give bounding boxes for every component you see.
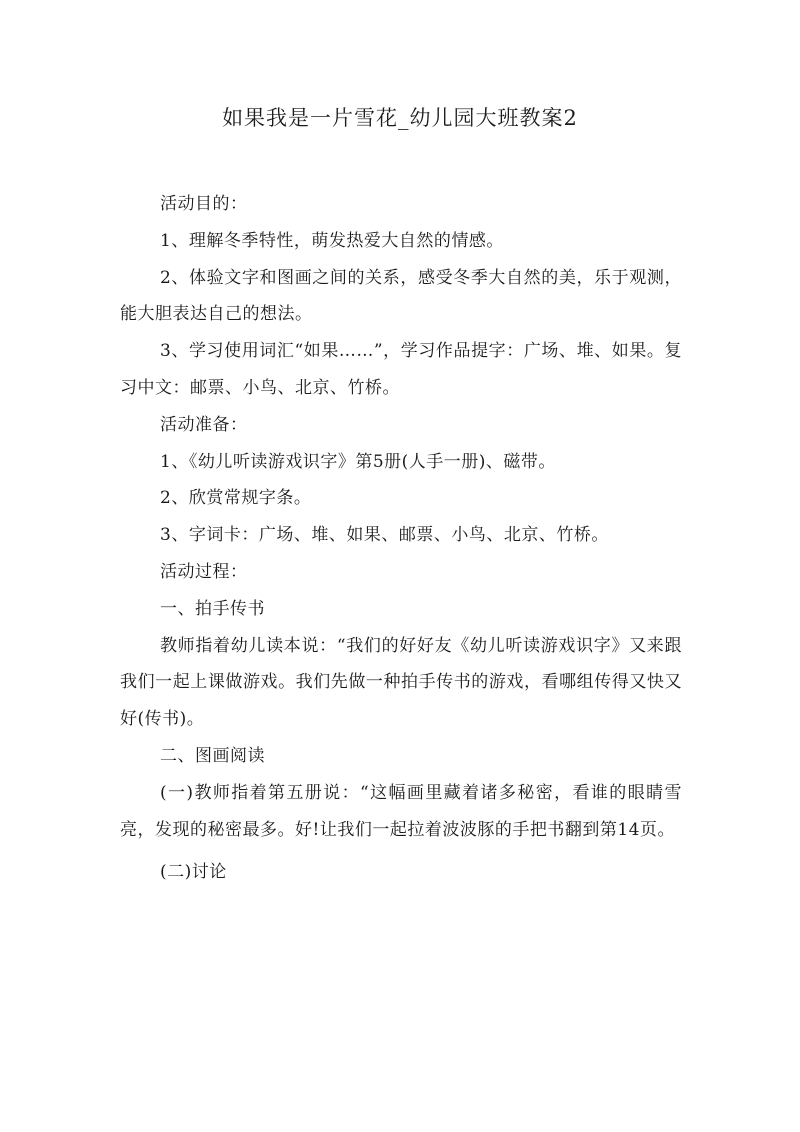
paragraph-section-2-part-2: (二)讨论 xyxy=(160,862,227,883)
paragraph-preparation-heading: 活动准备： xyxy=(160,414,248,435)
paragraph-section-2-heading: 二、图画阅读 xyxy=(160,745,265,766)
paragraph-goal-1: 1、理解冬季特性，萌发热爱大自然的情感。 xyxy=(160,230,504,251)
paragraph-preparation-1: 1、《幼儿听读游戏识字》第5册(人手一册)、磁带。 xyxy=(160,451,556,472)
document-body xyxy=(120,186,682,891)
paragraph-preparation-3: 3、字词卡：广场、堆、如果、邮票、小鸟、北京、竹桥。 xyxy=(160,525,609,546)
paragraph-preparation-2: 2、欣赏常规字条。 xyxy=(160,488,312,509)
paragraph-section-1-heading: 一、拍手传书 xyxy=(160,598,265,619)
paragraph-goal-2: 2、体验文字和图画之间的关系，感受冬季大自然的美，乐于观测，能大胆表达自己的想法。 xyxy=(120,267,682,325)
paragraph-section-2-part-1: (一)教师指着第五册说：“这幅画里藏着诸多秘密，看谁的眼睛雪亮，发现的秘密最多。好!让我们一起拉着波波豚的手把书翻到第14页。 xyxy=(120,782,682,840)
paragraph-activity-goals-heading: 活动目的： xyxy=(160,194,248,214)
paragraph-process-heading: 活动过程： xyxy=(160,561,248,582)
document-title: 如果我是一片雪花_幼儿园大班教案2 xyxy=(222,106,578,130)
paragraph-section-1-body: 教师指着幼儿读本说：“我们的好好友《幼儿听读游戏识字》又来跟我们一起上课做游戏。我们先做一种拍手传书的游戏，看哪组传得又快又好(传书)。 xyxy=(120,635,682,730)
paragraph-goal-3: 3、学习使用词汇“如果……”，学习作品提字：广场、堆、如果。复习中文：邮票、小鸟、北京、竹桥。 xyxy=(120,341,682,398)
